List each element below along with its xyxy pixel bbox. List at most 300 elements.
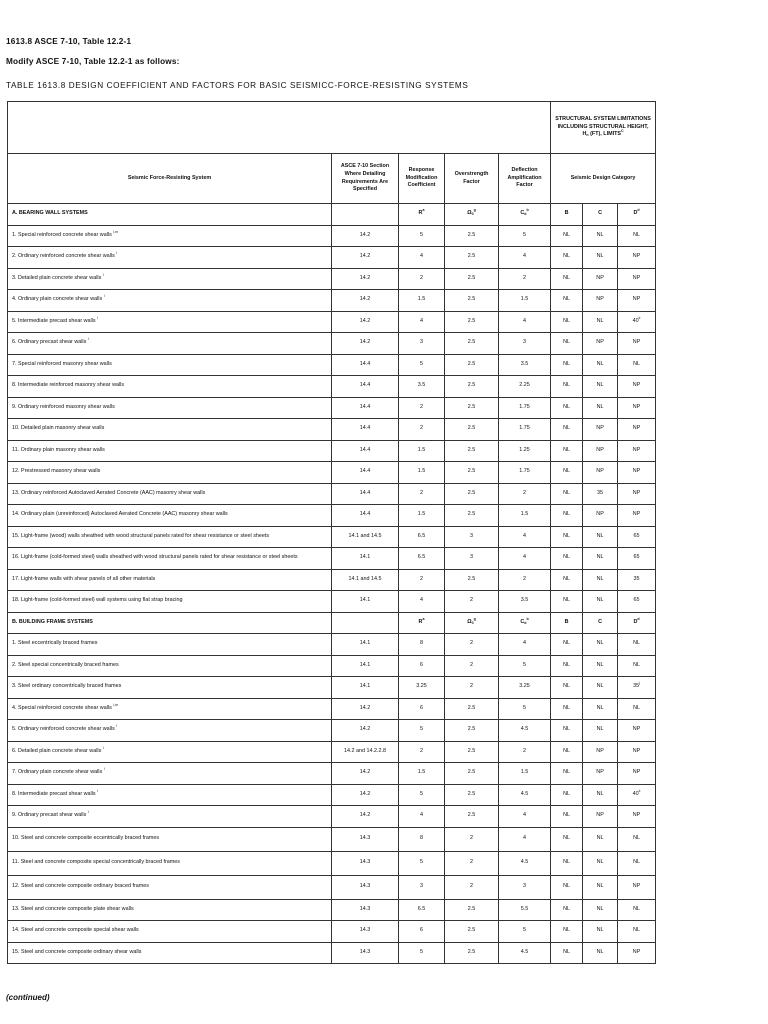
- cd-value: 4: [499, 247, 551, 269]
- r-value: 8: [399, 827, 445, 851]
- cd-value: 1.5: [499, 763, 551, 785]
- system-name: [8, 290, 332, 312]
- r-value: 6: [399, 698, 445, 720]
- cell-text: NP: [632, 726, 641, 733]
- system-name: [8, 655, 332, 677]
- cell-text: NL: [633, 905, 640, 912]
- limit-c: NP: [583, 505, 618, 527]
- seismic-coefficient-table: [7, 101, 656, 964]
- limit-c: NL: [583, 225, 618, 247]
- cell-text: R: [418, 210, 423, 217]
- cell-text: 5. Intermediate precast shear walls: [12, 317, 96, 324]
- cell-text: C: [520, 618, 525, 625]
- limit-d: [618, 634, 656, 656]
- omega-value: 2.5: [445, 741, 499, 763]
- cell-text: NP: [632, 769, 641, 776]
- r-value: 1.5: [399, 440, 445, 462]
- cell-text: NP: [632, 747, 641, 754]
- footnote-mark: l: [97, 788, 98, 793]
- limit-d: [618, 851, 656, 875]
- cell-text: 3. Steel ordinary concentrically braced frames: [12, 683, 122, 690]
- system-name: [8, 354, 332, 376]
- cell-text: 10. Detailed plain masonry shear walls: [12, 425, 105, 432]
- r-value: 2: [399, 268, 445, 290]
- subscript: d: [524, 620, 527, 625]
- omega-value: 2.5: [445, 505, 499, 527]
- system-name: [8, 851, 332, 875]
- r-value: 6.5: [399, 899, 445, 921]
- symbol-cd: [499, 612, 551, 634]
- section-title: B. BUILDING FRAME SYSTEMS: [8, 612, 332, 634]
- cell-text: 14. Steel and concrete composite special shear walls: [12, 927, 139, 934]
- footnote-mark: l: [103, 767, 105, 772]
- limit-c: NP: [583, 290, 618, 312]
- limit-c: NL: [583, 354, 618, 376]
- detailing-section: 14.2: [332, 698, 399, 720]
- cell-text: NL: [633, 704, 640, 711]
- table-row: [8, 827, 656, 851]
- header-row-columns: [8, 154, 656, 204]
- r-value: 3: [399, 875, 445, 899]
- system-name: [8, 526, 332, 548]
- cell-text: NP: [632, 339, 641, 346]
- limit-c: NL: [583, 526, 618, 548]
- table-row: [8, 440, 656, 462]
- cell-text: NP: [632, 489, 641, 496]
- limit-d: [618, 376, 656, 398]
- subscript: d: [524, 212, 527, 217]
- detailing-section: 14.1 and 14.5: [332, 526, 399, 548]
- omega-value: 2: [445, 655, 499, 677]
- table-row: [8, 806, 656, 828]
- r-value: 1.5: [399, 763, 445, 785]
- cell-text: NP: [632, 425, 641, 432]
- limit-b: NL: [551, 851, 583, 875]
- footnote-mark: l: [87, 810, 89, 815]
- omega-value: 2.5: [445, 921, 499, 943]
- detailing-section: 14.2: [332, 784, 399, 806]
- cd-value: 3: [499, 875, 551, 899]
- limit-c: NP: [583, 763, 618, 785]
- detailing-section: 14.3: [332, 899, 399, 921]
- cell-text: 10. Steel and concrete composite eccentrically braced frames: [12, 835, 160, 842]
- cell-text: NP: [632, 468, 641, 475]
- limit-d: [618, 462, 656, 484]
- cell-text: NL: [633, 835, 640, 842]
- omega-value: 2.5: [445, 698, 499, 720]
- cd-value: 4.5: [499, 942, 551, 964]
- table-row: [8, 698, 656, 720]
- r-value: 8: [399, 634, 445, 656]
- detailing-section: 14.3: [332, 942, 399, 964]
- r-value: 4: [399, 311, 445, 333]
- limit-d: [618, 921, 656, 943]
- cell-text: D: [633, 210, 638, 217]
- cell-text: 3. Detailed plain concrete shear walls: [12, 274, 102, 281]
- cell-text: 12. Prestressed masonry shear walls: [12, 468, 101, 475]
- limit-d: [618, 806, 656, 828]
- r-value: 5: [399, 720, 445, 742]
- table-row: [8, 247, 656, 269]
- system-name: [8, 827, 332, 851]
- system-name: [8, 376, 332, 398]
- limit-b: NL: [551, 462, 583, 484]
- system-name: [8, 720, 332, 742]
- system-name: [8, 634, 332, 656]
- cell-text: 65: [633, 554, 640, 561]
- cell-text: NP: [632, 948, 641, 955]
- omega-value: 2.5: [445, 763, 499, 785]
- detailing-section: 14.4: [332, 419, 399, 441]
- r-value: 5: [399, 851, 445, 875]
- detailing-section: 14.2: [332, 268, 399, 290]
- cell-text: Ω: [467, 210, 472, 217]
- r-value: 2: [399, 419, 445, 441]
- footnote-mark: l,m: [113, 229, 119, 234]
- table-row: [8, 333, 656, 355]
- limit-b: NL: [551, 397, 583, 419]
- cell-text: NP: [632, 274, 641, 281]
- table-row: [8, 899, 656, 921]
- header-row-top: [8, 102, 656, 154]
- table-row: [8, 397, 656, 419]
- cell-text: NL: [633, 661, 640, 668]
- cell-text: 35: [633, 683, 640, 690]
- cell-text: 1. Special reinforced concrete shear walls: [12, 231, 112, 238]
- omega-value: 2.5: [445, 784, 499, 806]
- subscript: 0: [471, 212, 474, 217]
- omega-value: 2.5: [445, 569, 499, 591]
- cell-text: 4. Special reinforced concrete shear walls: [12, 704, 112, 711]
- limit-c: NL: [583, 827, 618, 851]
- cd-value: 1.5: [499, 290, 551, 312]
- cd-value: 2: [499, 741, 551, 763]
- omega-value: 2.5: [445, 333, 499, 355]
- limit-b: NL: [551, 526, 583, 548]
- section-blank-cell: [332, 204, 399, 226]
- detailing-section: 14.1: [332, 677, 399, 699]
- limit-d: [618, 247, 656, 269]
- cell-text: NL: [633, 859, 640, 866]
- cell-text: Ω: [467, 618, 472, 625]
- limit-c: NL: [583, 942, 618, 964]
- cell-text: 17. Light-frame walls with shear panels of all other materials: [12, 575, 156, 582]
- cell-text: NP: [632, 883, 641, 890]
- footnote-mark: l: [87, 337, 89, 342]
- cell-text: 11. Ordinary plain masonry shear walls: [12, 446, 105, 453]
- section-title: A. BEARING WALL SYSTEMS: [8, 204, 332, 226]
- footnote-mark: l: [116, 251, 118, 256]
- table-row: [8, 505, 656, 527]
- cell-text: NP: [632, 812, 641, 819]
- section-header-row: [8, 204, 656, 226]
- cell-text: 40: [632, 317, 639, 324]
- cell-text: NL: [633, 640, 640, 647]
- limit-d: [618, 591, 656, 613]
- symbol-r: [399, 612, 445, 634]
- cell-text: 2. Steel special concentrically braced frames: [12, 661, 119, 668]
- table-row: [8, 483, 656, 505]
- cell-text: 14. Ordinary plain (unreinforced) Autoclaved Aerated Concrete (AAC) masonry shear walls: [12, 511, 228, 518]
- limit-b: NL: [551, 483, 583, 505]
- cell-text: 15. Steel and concrete composite ordinary shear walls: [12, 948, 142, 955]
- limit-b: NL: [551, 827, 583, 851]
- cell-text: 40: [632, 790, 639, 797]
- omega-value: 2.5: [445, 225, 499, 247]
- detailing-section: 14.4: [332, 440, 399, 462]
- omega-value: 3: [445, 526, 499, 548]
- omega-value: 2: [445, 591, 499, 613]
- detailing-section: 14.4: [332, 483, 399, 505]
- detailing-section: 14.2: [332, 806, 399, 828]
- table-row: [8, 677, 656, 699]
- limit-d: [618, 483, 656, 505]
- table-row: [8, 569, 656, 591]
- cell-text: 9. Ordinary reinforced masonry shear walls: [12, 403, 115, 410]
- cell-text: NP: [632, 446, 641, 453]
- cell-text: R: [418, 618, 423, 625]
- limit-b: NL: [551, 290, 583, 312]
- limit-b: NL: [551, 875, 583, 899]
- cd-value: 4.5: [499, 784, 551, 806]
- omega-value: 2: [445, 677, 499, 699]
- limit-b: NL: [551, 763, 583, 785]
- r-value: 3: [399, 333, 445, 355]
- r-value: 1.5: [399, 290, 445, 312]
- column-header-omega: Overstrength Factor: [445, 154, 499, 204]
- omega-value: 2.5: [445, 247, 499, 269]
- limit-c: NP: [583, 440, 618, 462]
- system-name: [8, 875, 332, 899]
- system-name: [8, 591, 332, 613]
- table-row: [8, 741, 656, 763]
- footnote-mark: b: [526, 208, 529, 213]
- limit-d: [618, 942, 656, 964]
- r-value: 6: [399, 921, 445, 943]
- footnote-mark: a: [422, 616, 425, 621]
- limit-d: [618, 397, 656, 419]
- system-name: [8, 505, 332, 527]
- limit-c: 35: [583, 483, 618, 505]
- r-value: 5: [399, 354, 445, 376]
- limit-c: NP: [583, 419, 618, 441]
- table-row: [8, 942, 656, 964]
- footnote-mark: l: [102, 272, 104, 277]
- omega-value: 2.5: [445, 397, 499, 419]
- limit-d: [618, 741, 656, 763]
- footnote-mark: b: [526, 616, 529, 621]
- limit-b: NL: [551, 591, 583, 613]
- limit-d: [618, 440, 656, 462]
- table-row: [8, 311, 656, 333]
- detailing-section: 14.2: [332, 311, 399, 333]
- system-name: [8, 677, 332, 699]
- column-header-r: Response Modification Coefficient: [399, 154, 445, 204]
- limit-b: NL: [551, 333, 583, 355]
- r-value: 6: [399, 655, 445, 677]
- table-row: [8, 634, 656, 656]
- system-name: [8, 419, 332, 441]
- cell-text: 7. Special reinforced masonry shear walls: [12, 360, 112, 367]
- r-value: 2: [399, 569, 445, 591]
- limit-b: NL: [551, 634, 583, 656]
- detailing-section: 14.2: [332, 247, 399, 269]
- table-title: TABLE 1613.8 DESIGN COEFFICIENT AND FACTORS FOR BASIC SEISMICC-FORCE-RESISTING SYSTEMS: [6, 81, 469, 90]
- table-row: [8, 548, 656, 570]
- detailing-section: 14.2 and 14.2.2.8: [332, 741, 399, 763]
- sdc-b: B: [551, 612, 583, 634]
- cell-text: 18. Light-frame (cold-formed steel) wall systems using flat strap bracing: [12, 597, 183, 604]
- symbol-omega: [445, 204, 499, 226]
- r-value: 1.5: [399, 505, 445, 527]
- cd-value: 3.5: [499, 591, 551, 613]
- limit-d: [618, 677, 656, 699]
- system-name: [8, 247, 332, 269]
- footnote-mark: l: [97, 315, 98, 320]
- cd-value: 5: [499, 698, 551, 720]
- limit-d: [618, 290, 656, 312]
- system-name: [8, 698, 332, 720]
- r-value: 3.5: [399, 376, 445, 398]
- cell-text: 35: [633, 575, 640, 582]
- limit-b: NL: [551, 784, 583, 806]
- system-name: [8, 462, 332, 484]
- limit-c: NL: [583, 677, 618, 699]
- detailing-section: 14.4: [332, 505, 399, 527]
- sdc-c: C: [583, 204, 618, 226]
- cell-text: 6. Ordinary precast shear walls: [12, 339, 87, 346]
- limit-c: NP: [583, 333, 618, 355]
- sdc-c: C: [583, 612, 618, 634]
- table-row: [8, 591, 656, 613]
- limit-c: NL: [583, 698, 618, 720]
- cd-value: 4: [499, 634, 551, 656]
- system-name: [8, 311, 332, 333]
- limit-b: NL: [551, 225, 583, 247]
- system-name: [8, 763, 332, 785]
- cell-text: 11. Steel and concrete composite special concentrically braced frames: [12, 859, 180, 866]
- omega-value: 2: [445, 851, 499, 875]
- table-row: [8, 354, 656, 376]
- limit-d: [618, 333, 656, 355]
- table-row: [8, 526, 656, 548]
- cell-text: NP: [632, 296, 641, 303]
- detailing-section: 14.1: [332, 655, 399, 677]
- cd-value: 4: [499, 526, 551, 548]
- table-row: [8, 784, 656, 806]
- limit-c: NL: [583, 720, 618, 742]
- cell-text: 16. Light-frame (cold-formed steel) walls sheathed with wood structural panels rated for shear resistance or steel sheets: [12, 554, 298, 561]
- detailing-section: 14.3: [332, 875, 399, 899]
- table-row: [8, 268, 656, 290]
- footnote-mark: l: [102, 745, 104, 750]
- limit-d: [618, 311, 656, 333]
- limit-c: NL: [583, 784, 618, 806]
- cell-text: 2. Ordinary reinforced concrete shear walls: [12, 253, 115, 260]
- omega-value: 2: [445, 634, 499, 656]
- limit-c: NL: [583, 655, 618, 677]
- omega-value: 2: [445, 827, 499, 851]
- cd-value: 2: [499, 483, 551, 505]
- detailing-section: 14.1: [332, 591, 399, 613]
- omega-value: 2.5: [445, 376, 499, 398]
- symbol-r: [399, 204, 445, 226]
- limit-c: NL: [583, 851, 618, 875]
- limit-c: NL: [583, 591, 618, 613]
- cd-value: 4: [499, 311, 551, 333]
- cell-text: NP: [632, 511, 641, 518]
- omega-value: 2.5: [445, 290, 499, 312]
- table-row: [8, 720, 656, 742]
- cd-value: 4.5: [499, 851, 551, 875]
- limit-b: NL: [551, 247, 583, 269]
- cd-value: 3: [499, 333, 551, 355]
- cell-text: 65: [633, 597, 640, 604]
- continued-note: (continued): [6, 993, 50, 1002]
- cell-text: 5. Ordinary reinforced concrete shear walls: [12, 726, 115, 733]
- limit-c: NP: [583, 462, 618, 484]
- limit-b: NL: [551, 569, 583, 591]
- detailing-section: 14.4: [332, 397, 399, 419]
- limit-b: NL: [551, 720, 583, 742]
- cell-text: D: [633, 618, 638, 625]
- cell-text: 8. Intermediate precast shear walls: [12, 790, 96, 797]
- cd-value: 2: [499, 569, 551, 591]
- footnote-mark: l: [116, 724, 118, 729]
- cell-text: NL: [633, 231, 640, 238]
- limit-b: NL: [551, 505, 583, 527]
- cd-value: 4.5: [499, 720, 551, 742]
- limit-d: [618, 698, 656, 720]
- limit-b: NL: [551, 268, 583, 290]
- column-header-system: Seismic Force-Resisting System: [8, 154, 332, 204]
- omega-value: 2.5: [445, 942, 499, 964]
- cd-value: 1.75: [499, 419, 551, 441]
- limit-b: NL: [551, 741, 583, 763]
- detailing-section: 14.1 and 14.5: [332, 569, 399, 591]
- column-header-section: ASCE 7-10 Section Where Detailing Requirements Are Specified: [332, 154, 399, 204]
- footnote-mark: d: [637, 616, 640, 621]
- limit-b: NL: [551, 548, 583, 570]
- table-row: [8, 763, 656, 785]
- cell-text: 4. Ordinary plain concrete shear walls: [12, 296, 103, 303]
- cd-value: 5: [499, 655, 551, 677]
- limit-c: NP: [583, 268, 618, 290]
- cd-value: 5: [499, 225, 551, 247]
- limit-b: NL: [551, 899, 583, 921]
- table-row: [8, 290, 656, 312]
- limit-c: NL: [583, 634, 618, 656]
- modify-note: Modify ASCE 7-10, Table 12.2-1 as follows:: [6, 57, 180, 66]
- limit-c: NL: [583, 875, 618, 899]
- footnote-mark: l: [103, 294, 105, 299]
- limit-b: NL: [551, 655, 583, 677]
- footnote-mark: k: [638, 315, 641, 320]
- detailing-section: 14.1: [332, 634, 399, 656]
- system-name: [8, 548, 332, 570]
- section-blank-cell: [332, 612, 399, 634]
- detailing-section: 14.4: [332, 354, 399, 376]
- limit-d: [618, 419, 656, 441]
- cd-value: 4: [499, 827, 551, 851]
- cd-value: 1.5: [499, 505, 551, 527]
- detailing-section: 14.2: [332, 290, 399, 312]
- cd-value: 4: [499, 548, 551, 570]
- cd-value: 1.25: [499, 440, 551, 462]
- cell-text: 8. Intermediate reinforced masonry shear walls: [12, 382, 125, 389]
- system-name: [8, 921, 332, 943]
- detailing-section: 14.3: [332, 851, 399, 875]
